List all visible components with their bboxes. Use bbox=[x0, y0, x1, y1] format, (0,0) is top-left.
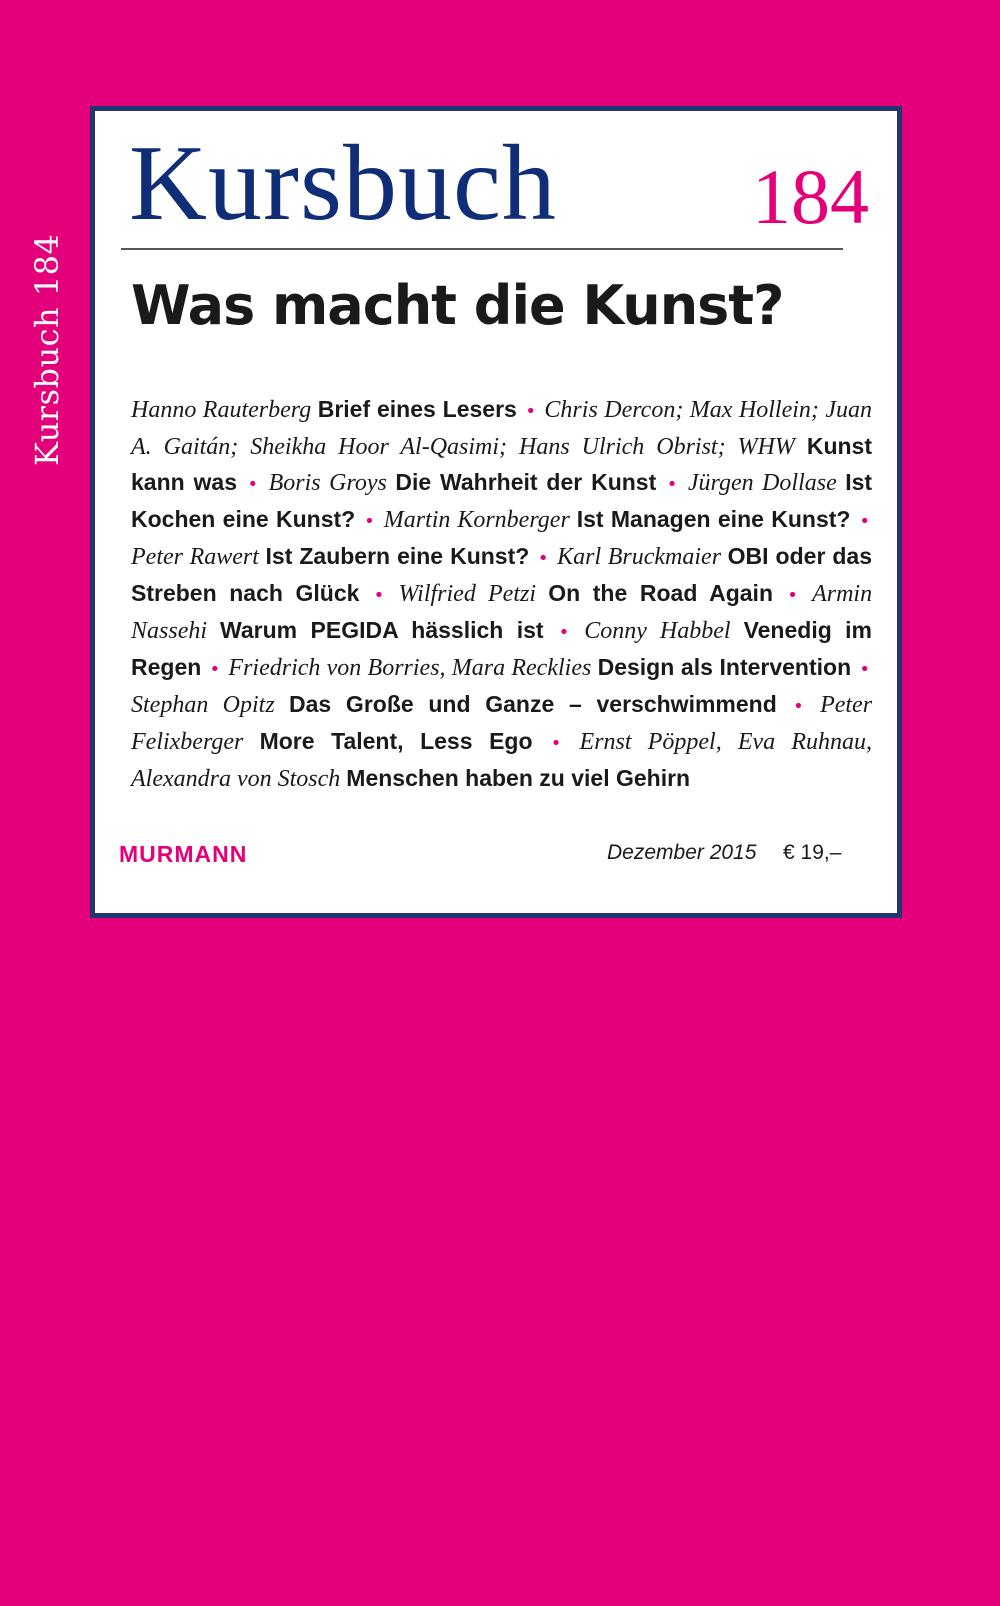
table-of-contents bbox=[131, 392, 872, 797]
toc-article-title: Das Große und Ganze – verschwimmend bbox=[289, 691, 777, 717]
toc-article-title: On the Road Again bbox=[548, 580, 773, 606]
toc-article-title: Kunst kann was bbox=[131, 433, 873, 495]
toc-article-title: Ist Managen eine Kunst? bbox=[576, 506, 851, 532]
issue-headline: Was macht die Kunst? bbox=[131, 274, 784, 337]
spine-label: Kursbuch 184 bbox=[28, 233, 66, 466]
toc-separator-bullet: • bbox=[793, 696, 804, 717]
cover-panel bbox=[90, 106, 902, 918]
toc-author: Chris Dercon; Max Hollein; Juan A. Gaitán; Sheikha Hoor Al-Qasimi; Hans Ulrich Obrist; WHW bbox=[131, 397, 873, 460]
toc-article-title: Menschen haben zu viel Gehirn bbox=[346, 765, 691, 791]
toc-separator-bullet: • bbox=[247, 474, 259, 495]
toc-article-title: Venedig im Regen bbox=[131, 617, 873, 680]
toc-separator-bullet: • bbox=[209, 659, 221, 680]
toc-author: Conny Habbel bbox=[584, 618, 731, 644]
toc-separator-bullet: • bbox=[558, 622, 570, 643]
toc-author: Peter Felixberger bbox=[131, 692, 873, 755]
issue-date: Dezember 2015 bbox=[607, 841, 757, 864]
toc-author: Stephan Opitz bbox=[131, 692, 275, 718]
publisher-logo: MURMANN bbox=[119, 841, 248, 867]
price: € 19,– bbox=[783, 841, 842, 864]
issue-number: 184 bbox=[752, 153, 869, 240]
toc-article-title: Warum PEGIDA hässlich ist bbox=[220, 617, 544, 643]
toc-article-title: OBI oder das Streben nach Glück bbox=[131, 543, 873, 606]
masthead bbox=[129, 124, 869, 243]
toc-separator-bullet: • bbox=[537, 548, 549, 569]
masthead-title: Kursbuch bbox=[129, 124, 557, 243]
toc-separator-bullet: • bbox=[550, 733, 562, 754]
masthead-rule bbox=[121, 248, 843, 250]
toc-author: Wilfried Petzi bbox=[398, 581, 537, 607]
toc-author: Hanno Rauterberg bbox=[131, 397, 312, 423]
toc-separator-bullet: • bbox=[666, 474, 678, 495]
toc-author: Peter Rawert bbox=[131, 544, 259, 570]
toc-article-title: Brief eines Lesers bbox=[317, 396, 517, 422]
toc-separator-bullet: • bbox=[859, 511, 871, 532]
toc-separator-bullet: • bbox=[859, 659, 871, 680]
toc-separator-bullet: • bbox=[787, 585, 798, 606]
toc-author: Ernst Pöppel, Eva Ruhnau, Alexandra von Stosch bbox=[131, 729, 873, 792]
toc-article-title: More Talent, Less Ego bbox=[259, 728, 533, 754]
toc-author: Martin Kornberger bbox=[383, 507, 570, 533]
toc-author: Karl Bruckmaier bbox=[557, 544, 722, 570]
toc-author: Armin Nassehi bbox=[131, 581, 873, 644]
toc-article-title: Ist Kochen eine Kunst? bbox=[131, 469, 873, 532]
toc-separator-bullet: • bbox=[525, 401, 536, 422]
toc-separator-bullet: • bbox=[373, 585, 385, 606]
toc-author: Jürgen Dollase bbox=[687, 470, 837, 496]
toc-article-title: Die Wahrheit der Kunst bbox=[395, 469, 657, 495]
toc-author: Friedrich von Borries, Mara Recklies bbox=[228, 655, 592, 681]
toc-article-title: Design als Intervention bbox=[597, 654, 852, 680]
toc-article-title: Ist Zaubern eine Kunst? bbox=[265, 543, 530, 569]
toc-separator-bullet: • bbox=[364, 511, 375, 532]
toc-author: Boris Groys bbox=[268, 470, 387, 496]
